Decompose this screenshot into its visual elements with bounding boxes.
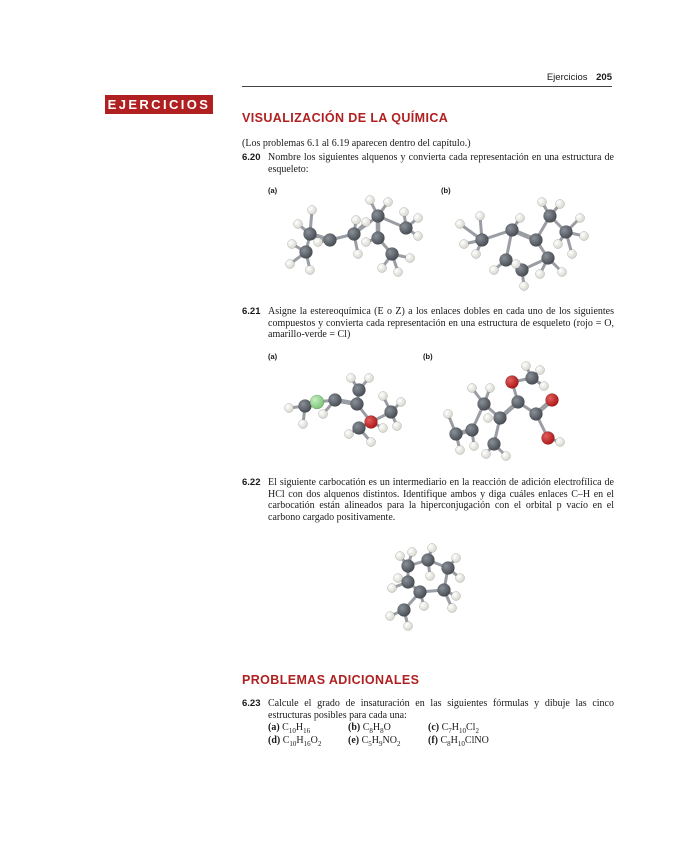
- atom: [396, 552, 405, 561]
- atom: [544, 210, 557, 223]
- problem-number: 6.23: [242, 698, 261, 709]
- atom: [456, 220, 465, 229]
- atom: [362, 238, 371, 247]
- molecule-6-20a: [270, 182, 430, 294]
- problem-number: 6.22: [242, 477, 261, 488]
- atom: [365, 374, 374, 383]
- atom: [300, 246, 313, 259]
- formula-f: (f) $C_8H_{10}ClNO$: [428, 735, 489, 748]
- atom: [353, 422, 366, 435]
- atom: [568, 250, 577, 259]
- atom: [365, 416, 378, 429]
- molecule-6-21b: [432, 352, 582, 462]
- atom: [428, 544, 437, 553]
- atom: [448, 604, 457, 613]
- atom: [442, 562, 455, 575]
- atom: [450, 428, 463, 441]
- problem-6-22: [242, 477, 614, 523]
- atom: [397, 398, 406, 407]
- atom: [406, 254, 415, 263]
- atom: [420, 602, 429, 611]
- atom: [438, 584, 451, 597]
- atom: [558, 268, 567, 277]
- atom: [426, 572, 435, 581]
- atom: [362, 218, 371, 227]
- atom: [542, 252, 555, 265]
- atom: [560, 226, 573, 239]
- atom: [482, 450, 491, 459]
- atom: [476, 212, 485, 221]
- atom: [329, 394, 342, 407]
- problem-number: 6.20: [242, 152, 261, 163]
- figure-label-a: (a): [268, 352, 278, 361]
- atom: [536, 366, 545, 375]
- atom: [520, 282, 529, 291]
- atom: [530, 408, 543, 421]
- problem-text: Asigne la estereoquímica (E o Z) a los enlaces dobles en cada uno de los siguientes compuestos y convierta cada representación en una estructura de esqueleto (rojo = O, amarillo-verde = Cl): [268, 306, 614, 340]
- molecule-6-22: [370, 534, 475, 639]
- atom: [456, 446, 465, 455]
- atom: [402, 560, 415, 573]
- atom: [526, 372, 539, 385]
- atom: [452, 592, 461, 601]
- atom: [367, 438, 376, 447]
- molecule-6-20b: [440, 182, 600, 294]
- atom: [472, 250, 481, 259]
- atom: [488, 438, 501, 451]
- atom: [404, 622, 413, 631]
- atom: [546, 394, 559, 407]
- atom: [319, 410, 328, 419]
- atom: [580, 232, 589, 241]
- atom: [494, 412, 507, 425]
- atom: [286, 260, 295, 269]
- atom: [512, 260, 521, 269]
- atom: [478, 398, 491, 411]
- formula-d: (d) $C_{10}H_{16}O_2$: [268, 735, 322, 748]
- atom: [414, 232, 423, 241]
- atom: [556, 200, 565, 209]
- atom: [314, 238, 323, 247]
- atom: [502, 452, 511, 461]
- problem-6-23: [242, 698, 614, 721]
- atom: [456, 574, 465, 583]
- atom: [366, 196, 375, 205]
- atom: [540, 382, 549, 391]
- atom: [394, 574, 403, 583]
- atom: [466, 424, 479, 437]
- atom: [379, 424, 388, 433]
- atom: [554, 240, 563, 249]
- problem-text: Nombre los siguientes alquenos y convierta cada representación en una estructura de esqueleto:: [268, 152, 614, 175]
- problem-number: 6.21: [242, 306, 261, 317]
- atom: [386, 612, 395, 621]
- atom: [310, 395, 324, 409]
- atom: [576, 214, 585, 223]
- atom: [348, 228, 361, 241]
- atom: [530, 234, 543, 247]
- atom: [500, 254, 513, 267]
- atom: [512, 396, 525, 409]
- formula-c: (c) $C_7H_{10}Cl_2$: [428, 722, 479, 735]
- atom: [388, 584, 397, 593]
- problem-6-20: [242, 152, 614, 175]
- atom: [506, 224, 519, 237]
- atom: [538, 198, 547, 207]
- atom: [304, 228, 317, 241]
- atom: [393, 422, 402, 431]
- atom: [400, 222, 413, 235]
- section-title-additional: PROBLEMAS ADICIONALES: [242, 673, 420, 687]
- atom: [414, 586, 427, 599]
- atom: [306, 266, 315, 275]
- formula-a: (a) $C_{10}H_{16}$: [268, 722, 311, 735]
- atom: [285, 404, 294, 413]
- intro-note: (Los problemas 6.1 al 6.19 aparecen dentro del capítulo.): [242, 138, 471, 149]
- atom: [400, 208, 409, 217]
- atom: [468, 384, 477, 393]
- atom: [299, 420, 308, 429]
- header-rule: [242, 86, 612, 87]
- running-head: [547, 72, 612, 83]
- atom: [444, 410, 453, 419]
- problem-text: El siguiente carbocatión es un intermediario en la reacción de adición electrofílica de HCl con dos alquenos distintos. Identifique ambos y diga cuáles enlaces C–H en el carbocatión están alineados para la hiperconjugación con el orbital p vacío en el carbono cargado positivamente.: [268, 477, 614, 523]
- atom: [398, 604, 411, 617]
- figure-label-b: (b): [441, 186, 451, 195]
- atom: [516, 214, 525, 223]
- atom: [414, 214, 423, 223]
- atom: [288, 240, 297, 249]
- atom: [470, 442, 479, 451]
- figure-label-b: (b): [423, 352, 433, 361]
- atom: [308, 206, 317, 215]
- formula-b: (b) $C_8H_8O$: [348, 722, 391, 735]
- problem-6-21: [242, 306, 614, 341]
- running-head-section: Ejercicios: [546, 72, 588, 83]
- atom: [299, 400, 312, 413]
- atom: [522, 362, 531, 371]
- figure-label-a: (a): [268, 186, 278, 195]
- atom: [353, 384, 366, 397]
- atom: [354, 250, 363, 259]
- atom: [384, 198, 393, 207]
- atom: [536, 270, 545, 279]
- molecule-6-21a: [275, 352, 410, 452]
- atom: [372, 232, 385, 245]
- page-number: 205: [596, 72, 612, 83]
- atom: [402, 576, 415, 589]
- atom: [378, 264, 387, 273]
- atom: [386, 248, 399, 261]
- atom: [385, 406, 398, 419]
- atom: [408, 548, 417, 557]
- section-title-visualization: VISUALIZACIÓN DE LA QUÍMICA: [242, 111, 449, 125]
- atom: [490, 266, 499, 275]
- atom: [379, 392, 388, 401]
- atom: [484, 414, 493, 423]
- atom: [294, 220, 303, 229]
- atom: [476, 234, 489, 247]
- atom: [422, 554, 435, 567]
- atom: [394, 268, 403, 277]
- atom: [351, 398, 364, 411]
- atom: [460, 240, 469, 249]
- atom: [452, 554, 461, 563]
- atom: [372, 210, 385, 223]
- formula-e: (e) $C_5H_9NO_2$: [348, 735, 401, 748]
- atom: [352, 216, 361, 225]
- problem-text: Calcule el grado de insaturación en las siguientes fórmulas y dibuje las cinco estructuras posibles para cada una:: [268, 698, 614, 721]
- atom: [486, 384, 495, 393]
- atom: [506, 376, 519, 389]
- atom: [556, 438, 565, 447]
- atom: [347, 374, 356, 383]
- atom: [542, 432, 555, 445]
- atom: [345, 430, 354, 439]
- atom: [324, 234, 337, 247]
- section-tab: EJERCICIOS: [105, 95, 213, 114]
